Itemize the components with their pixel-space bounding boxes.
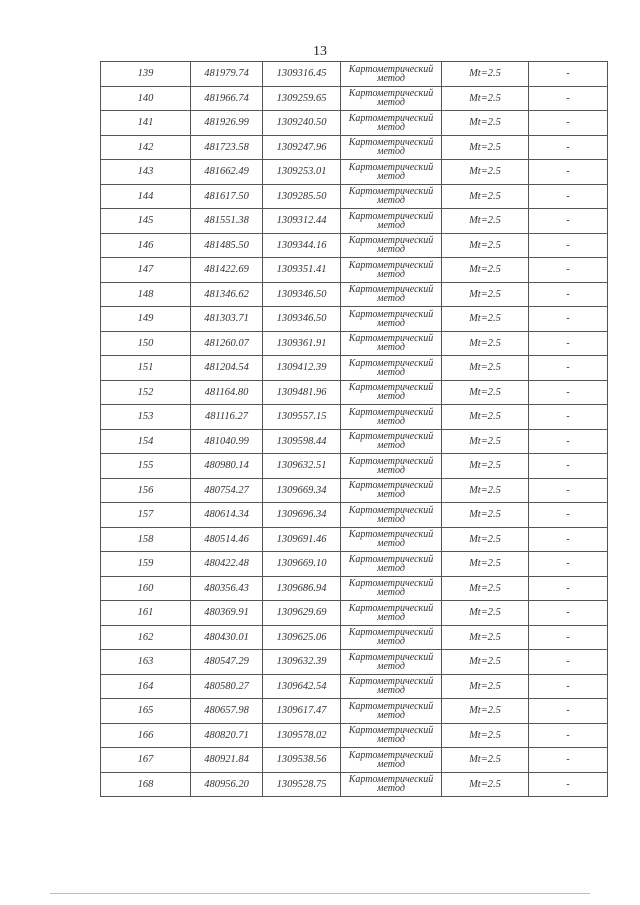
y-coordinate-cell: 1309696.34 [263, 503, 341, 528]
point-number-cell: 153 [101, 405, 191, 430]
method-cell [341, 233, 442, 258]
method-line-2: метод [377, 97, 405, 109]
x-coordinate-cell: 480614.34 [191, 503, 263, 528]
accuracy-cell: Mt=2.5 [442, 209, 529, 234]
method-cell [341, 380, 442, 405]
method-cell [341, 111, 442, 136]
x-coordinate-cell: 481204.54 [191, 356, 263, 381]
accuracy-cell: Mt=2.5 [442, 282, 529, 307]
accuracy-cell: Mt=2.5 [442, 233, 529, 258]
y-coordinate-cell: 1309253.01 [263, 160, 341, 185]
point-number-cell: 152 [101, 380, 191, 405]
accuracy-cell: Mt=2.5 [442, 503, 529, 528]
x-coordinate-cell: 481979.74 [191, 62, 263, 87]
table-row [101, 650, 608, 675]
y-coordinate-cell: 1309578.02 [263, 723, 341, 748]
note-cell: - [529, 111, 608, 136]
method-line-2: метод [377, 758, 405, 770]
method-line-1: Картометрический [348, 235, 434, 247]
point-number-cell: 165 [101, 699, 191, 724]
method-line-1: Картометрический [348, 455, 434, 467]
method-line-2: метод [377, 464, 405, 476]
method-cell [341, 723, 442, 748]
method-line-1: Картометрический [348, 578, 434, 590]
method-cell [341, 748, 442, 773]
method-cell [341, 625, 442, 650]
method-line-1: Картометрический [348, 112, 434, 124]
table-row [101, 454, 608, 479]
y-coordinate-cell: 1309686.94 [263, 576, 341, 601]
method-line-1: Картометрический [348, 676, 434, 688]
method-cell [341, 527, 442, 552]
x-coordinate-cell: 480514.46 [191, 527, 263, 552]
x-coordinate-cell: 480921.84 [191, 748, 263, 773]
note-cell: - [529, 772, 608, 797]
method-line-2: метод [377, 709, 405, 721]
method-cell [341, 331, 442, 356]
point-number-cell: 154 [101, 429, 191, 454]
table-row [101, 331, 608, 356]
table-row [101, 503, 608, 528]
point-number-cell: 155 [101, 454, 191, 479]
note-cell: - [529, 62, 608, 87]
table-row [101, 723, 608, 748]
x-coordinate-cell: 481116.27 [191, 405, 263, 430]
x-coordinate-cell: 480980.14 [191, 454, 263, 479]
note-cell: - [529, 135, 608, 160]
method-line-1: Картометрический [348, 63, 434, 75]
y-coordinate-cell: 1309538.56 [263, 748, 341, 773]
coordinates-table [100, 61, 608, 797]
x-coordinate-cell: 480547.29 [191, 650, 263, 675]
method-line-1: Картометрический [348, 259, 434, 271]
method-cell [341, 650, 442, 675]
method-line-2: метод [377, 146, 405, 158]
x-coordinate-cell: 480956.20 [191, 772, 263, 797]
point-number-cell: 147 [101, 258, 191, 283]
point-number-cell: 151 [101, 356, 191, 381]
y-coordinate-cell: 1309625.06 [263, 625, 341, 650]
point-number-cell: 168 [101, 772, 191, 797]
accuracy-cell: Mt=2.5 [442, 478, 529, 503]
accuracy-cell: Mt=2.5 [442, 356, 529, 381]
method-line-1: Картометрический [348, 88, 434, 100]
note-cell: - [529, 86, 608, 111]
accuracy-cell: Mt=2.5 [442, 307, 529, 332]
method-line-1: Картометрический [348, 284, 434, 296]
point-number-cell: 139 [101, 62, 191, 87]
accuracy-cell: Mt=2.5 [442, 552, 529, 577]
note-cell: - [529, 454, 608, 479]
method-line-1: Картометрический [348, 357, 434, 369]
method-cell [341, 62, 442, 87]
x-coordinate-cell: 480580.27 [191, 674, 263, 699]
y-coordinate-cell: 1309481.96 [263, 380, 341, 405]
method-line-2: метод [377, 219, 405, 231]
y-coordinate-cell: 1309344.16 [263, 233, 341, 258]
method-line-2: метод [377, 293, 405, 305]
note-cell: - [529, 723, 608, 748]
method-line-2: метод [377, 513, 405, 525]
method-line-2: метод [377, 611, 405, 623]
y-coordinate-cell: 1309346.50 [263, 307, 341, 332]
point-number-cell: 160 [101, 576, 191, 601]
method-cell [341, 282, 442, 307]
note-cell: - [529, 356, 608, 381]
method-cell [341, 184, 442, 209]
method-cell [341, 552, 442, 577]
table-row [101, 601, 608, 626]
x-coordinate-cell: 481926.99 [191, 111, 263, 136]
y-coordinate-cell: 1309617.47 [263, 699, 341, 724]
table-row [101, 772, 608, 797]
method-cell [341, 454, 442, 479]
method-line-1: Картометрический [348, 333, 434, 345]
point-number-cell: 143 [101, 160, 191, 185]
table-row [101, 748, 608, 773]
table-row [101, 625, 608, 650]
table-row [101, 356, 608, 381]
x-coordinate-cell: 481662.49 [191, 160, 263, 185]
note-cell: - [529, 380, 608, 405]
method-line-2: метод [377, 660, 405, 672]
method-cell [341, 209, 442, 234]
method-line-2: метод [377, 170, 405, 182]
accuracy-cell: Mt=2.5 [442, 650, 529, 675]
note-cell: - [529, 625, 608, 650]
method-cell [341, 405, 442, 430]
method-line-2: метод [377, 268, 405, 280]
note-cell: - [529, 699, 608, 724]
table-row [101, 160, 608, 185]
method-line-1: Картометрический [348, 700, 434, 712]
table-row [101, 86, 608, 111]
method-line-1: Картометрический [348, 602, 434, 614]
y-coordinate-cell: 1309632.39 [263, 650, 341, 675]
method-line-2: метод [377, 562, 405, 574]
point-number-cell: 156 [101, 478, 191, 503]
point-number-cell: 144 [101, 184, 191, 209]
accuracy-cell: Mt=2.5 [442, 699, 529, 724]
method-line-1: Картометрический [348, 210, 434, 222]
point-number-cell: 146 [101, 233, 191, 258]
note-cell: - [529, 307, 608, 332]
point-number-cell: 164 [101, 674, 191, 699]
y-coordinate-cell: 1309361.91 [263, 331, 341, 356]
y-coordinate-cell: 1309412.39 [263, 356, 341, 381]
accuracy-cell: Mt=2.5 [442, 111, 529, 136]
y-coordinate-cell: 1309632.51 [263, 454, 341, 479]
accuracy-cell: Mt=2.5 [442, 527, 529, 552]
method-line-2: метод [377, 587, 405, 599]
x-coordinate-cell: 481966.74 [191, 86, 263, 111]
table-row [101, 135, 608, 160]
method-line-1: Картометрический [348, 504, 434, 516]
method-line-1: Картометрический [348, 651, 434, 663]
point-number-cell: 159 [101, 552, 191, 577]
note-cell: - [529, 576, 608, 601]
accuracy-cell: Mt=2.5 [442, 160, 529, 185]
x-coordinate-cell: 480820.71 [191, 723, 263, 748]
method-line-2: метод [377, 636, 405, 648]
note-cell: - [529, 282, 608, 307]
method-line-1: Картометрический [348, 382, 434, 394]
accuracy-cell: Mt=2.5 [442, 258, 529, 283]
point-number-cell: 163 [101, 650, 191, 675]
note-cell: - [529, 160, 608, 185]
table-row [101, 307, 608, 332]
method-cell [341, 160, 442, 185]
accuracy-cell: Mt=2.5 [442, 62, 529, 87]
y-coordinate-cell: 1309346.50 [263, 282, 341, 307]
y-coordinate-cell: 1309629.69 [263, 601, 341, 626]
note-cell: - [529, 209, 608, 234]
method-cell [341, 699, 442, 724]
note-cell: - [529, 527, 608, 552]
method-line-2: метод [377, 366, 405, 378]
method-line-1: Картометрический [348, 186, 434, 198]
accuracy-cell: Mt=2.5 [442, 331, 529, 356]
method-cell [341, 478, 442, 503]
point-number-cell: 161 [101, 601, 191, 626]
method-line-2: метод [377, 489, 405, 501]
x-coordinate-cell: 480754.27 [191, 478, 263, 503]
accuracy-cell: Mt=2.5 [442, 184, 529, 209]
method-line-2: метод [377, 72, 405, 84]
accuracy-cell: Mt=2.5 [442, 576, 529, 601]
method-line-1: Картометрический [348, 529, 434, 541]
x-coordinate-cell: 481164.80 [191, 380, 263, 405]
table-row [101, 184, 608, 209]
method-cell [341, 674, 442, 699]
method-cell [341, 258, 442, 283]
y-coordinate-cell: 1309528.75 [263, 772, 341, 797]
table-row [101, 62, 608, 87]
method-line-1: Картометрический [348, 161, 434, 173]
x-coordinate-cell: 481303.71 [191, 307, 263, 332]
point-number-cell: 150 [101, 331, 191, 356]
x-coordinate-cell: 480356.43 [191, 576, 263, 601]
method-line-1: Картометрический [348, 749, 434, 761]
method-line-2: метод [377, 244, 405, 256]
point-number-cell: 167 [101, 748, 191, 773]
method-line-1: Картометрический [348, 308, 434, 320]
table-row [101, 209, 608, 234]
note-cell: - [529, 405, 608, 430]
note-cell: - [529, 552, 608, 577]
y-coordinate-cell: 1309240.50 [263, 111, 341, 136]
method-cell [341, 429, 442, 454]
method-line-1: Картометрический [348, 627, 434, 639]
accuracy-cell: Mt=2.5 [442, 135, 529, 160]
method-line-2: метод [377, 783, 405, 795]
method-cell [341, 601, 442, 626]
x-coordinate-cell: 481260.07 [191, 331, 263, 356]
point-number-cell: 162 [101, 625, 191, 650]
table-row [101, 111, 608, 136]
accuracy-cell: Mt=2.5 [442, 405, 529, 430]
y-coordinate-cell: 1309259.65 [263, 86, 341, 111]
y-coordinate-cell: 1309312.44 [263, 209, 341, 234]
method-line-1: Картометрический [348, 553, 434, 565]
method-cell [341, 772, 442, 797]
method-line-2: метод [377, 195, 405, 207]
table-row [101, 258, 608, 283]
accuracy-cell: Mt=2.5 [442, 625, 529, 650]
x-coordinate-cell: 481723.58 [191, 135, 263, 160]
method-line-1: Картометрический [348, 774, 434, 786]
y-coordinate-cell: 1309669.34 [263, 478, 341, 503]
method-line-2: метод [377, 685, 405, 697]
method-line-1: Картометрический [348, 480, 434, 492]
accuracy-cell: Mt=2.5 [442, 454, 529, 479]
table-row [101, 576, 608, 601]
page-number: 13 [313, 44, 327, 59]
point-number-cell: 148 [101, 282, 191, 307]
x-coordinate-cell: 480657.98 [191, 699, 263, 724]
y-coordinate-cell: 1309642.54 [263, 674, 341, 699]
note-cell: - [529, 331, 608, 356]
accuracy-cell: Mt=2.5 [442, 748, 529, 773]
method-cell [341, 307, 442, 332]
method-cell [341, 86, 442, 111]
note-cell: - [529, 503, 608, 528]
method-cell [341, 503, 442, 528]
x-coordinate-cell: 481422.69 [191, 258, 263, 283]
table-row [101, 233, 608, 258]
accuracy-cell: Mt=2.5 [442, 380, 529, 405]
method-line-1: Картометрический [348, 725, 434, 737]
point-number-cell: 142 [101, 135, 191, 160]
y-coordinate-cell: 1309598.44 [263, 429, 341, 454]
x-coordinate-cell: 481040.99 [191, 429, 263, 454]
x-coordinate-cell: 480430.01 [191, 625, 263, 650]
accuracy-cell: Mt=2.5 [442, 772, 529, 797]
method-line-2: метод [377, 317, 405, 329]
point-number-cell: 140 [101, 86, 191, 111]
method-line-2: метод [377, 391, 405, 403]
x-coordinate-cell: 481346.62 [191, 282, 263, 307]
method-line-1: Картометрический [348, 137, 434, 149]
note-cell: - [529, 601, 608, 626]
table-row [101, 405, 608, 430]
table-row [101, 429, 608, 454]
y-coordinate-cell: 1309691.46 [263, 527, 341, 552]
point-number-cell: 149 [101, 307, 191, 332]
note-cell: - [529, 233, 608, 258]
point-number-cell: 157 [101, 503, 191, 528]
method-line-2: метод [377, 121, 405, 133]
method-line-2: метод [377, 342, 405, 354]
note-cell: - [529, 184, 608, 209]
point-number-cell: 158 [101, 527, 191, 552]
note-cell: - [529, 650, 608, 675]
y-coordinate-cell: 1309351.41 [263, 258, 341, 283]
method-cell [341, 135, 442, 160]
table-row [101, 527, 608, 552]
accuracy-cell: Mt=2.5 [442, 429, 529, 454]
table-row [101, 282, 608, 307]
footer-rule [50, 893, 590, 894]
x-coordinate-cell: 480369.91 [191, 601, 263, 626]
method-line-2: метод [377, 415, 405, 427]
accuracy-cell: Mt=2.5 [442, 723, 529, 748]
point-number-cell: 141 [101, 111, 191, 136]
x-coordinate-cell: 480422.48 [191, 552, 263, 577]
x-coordinate-cell: 481485.50 [191, 233, 263, 258]
y-coordinate-cell: 1309285.50 [263, 184, 341, 209]
table-body [101, 62, 608, 797]
y-coordinate-cell: 1309557.15 [263, 405, 341, 430]
accuracy-cell: Mt=2.5 [442, 601, 529, 626]
note-cell: - [529, 478, 608, 503]
accuracy-cell: Mt=2.5 [442, 86, 529, 111]
method-line-1: Картометрический [348, 406, 434, 418]
accuracy-cell: Mt=2.5 [442, 674, 529, 699]
table-row [101, 478, 608, 503]
y-coordinate-cell: 1309316.45 [263, 62, 341, 87]
y-coordinate-cell: 1309669.10 [263, 552, 341, 577]
note-cell: - [529, 674, 608, 699]
note-cell: - [529, 748, 608, 773]
note-cell: - [529, 258, 608, 283]
y-coordinate-cell: 1309247.96 [263, 135, 341, 160]
point-number-cell: 166 [101, 723, 191, 748]
table-row [101, 699, 608, 724]
x-coordinate-cell: 481551.38 [191, 209, 263, 234]
method-cell [341, 356, 442, 381]
table-row [101, 380, 608, 405]
point-number-cell: 145 [101, 209, 191, 234]
method-line-2: метод [377, 538, 405, 550]
method-cell [341, 576, 442, 601]
table-row [101, 674, 608, 699]
method-line-2: метод [377, 734, 405, 746]
table-row [101, 552, 608, 577]
method-line-1: Картометрический [348, 431, 434, 443]
method-line-2: метод [377, 440, 405, 452]
x-coordinate-cell: 481617.50 [191, 184, 263, 209]
note-cell: - [529, 429, 608, 454]
